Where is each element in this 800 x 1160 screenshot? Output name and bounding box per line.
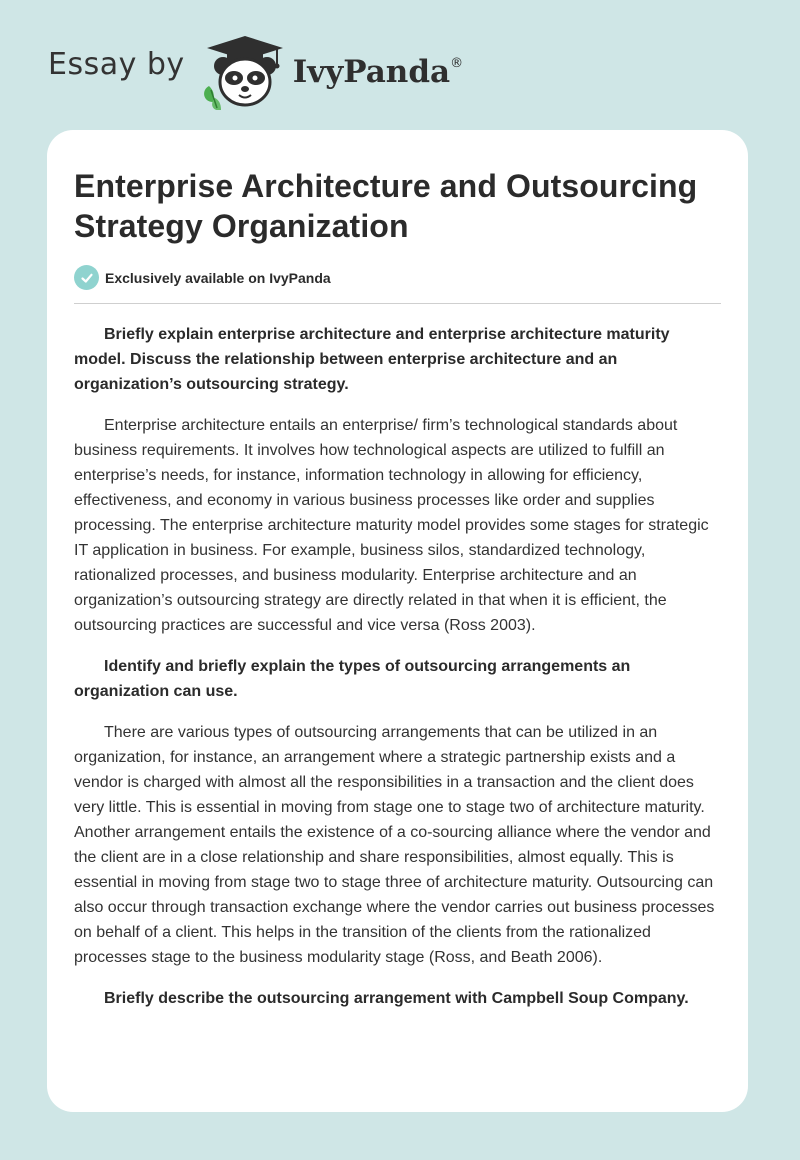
- checkmark-icon: [74, 265, 99, 290]
- essay-body: [74, 322, 721, 1011]
- registered-mark: ®: [450, 55, 464, 71]
- question-heading-1: Briefly explain enterprise architecture and enterprise architecture maturity model. Discuss the relationship between enterprise architecture and an organization’s outsourcing strategy.: [74, 326, 670, 393]
- question-heading-3: Briefly describe the outsourcing arrangement with Campbell Soup Company.: [104, 990, 689, 1007]
- body-paragraph-1: Enterprise architecture entails an enterprise/ firm’s technological standards about business requirements. It involves how technological aspects are utilized to fulfill an enterprise’s needs, for instance, information technology in allowing for efficiency, effectiveness, and economy in various business processes like order and supplies processing. The enterprise architecture maturity model provides some stages for strategic IT application in business. For example, business silos, standardized technology, rationalized processes, and business modularity. Enterprise architecture and an organization’s outsourcing strategy are directly related in that when it is efficient, the outsourcing practices are successful and vice versa (Ross 2003).: [74, 417, 709, 634]
- page-title: Enterprise Architecture and Outsourcing Strategy Organization: [74, 168, 698, 244]
- exclusive-badge-label: Exclusively available on IvyPanda: [105, 269, 331, 286]
- essay-by-label: Essay by: [48, 46, 185, 82]
- panda-logo-icon[interactable]: [199, 30, 291, 110]
- question-heading-2: Identify and briefly explain the types of outsourcing arrangements an organization can use.: [74, 658, 631, 700]
- brand-name[interactable]: [293, 54, 463, 90]
- exclusive-badge: [74, 265, 721, 304]
- essay-card: [47, 130, 748, 1112]
- brand-name-text: IvyPanda: [292, 54, 451, 90]
- site-header: [48, 30, 463, 110]
- body-paragraph-2: There are various types of outsourcing arrangements that can be utilized in an organization, for instance, an arrangement where a strategic partnership exists and a vendor is charged with almost all the responsibilities in a transaction and the client does very little. This is essential in moving from stage one to stage two of architecture maturity. Another arrangement entails the existence of a co-sourcing alliance where the vendor and the client are in a close relationship and share responsibilities, almost equally. This is essential in moving from stage two to stage three of architecture maturity. Outsourcing can also occur through transaction exchange where the vendor carries out business processes on behalf of a client. This helps in the transition of the clients from the rationalized processes stage to the business modularity stage (Ross, and Beath 2006).: [74, 724, 715, 966]
